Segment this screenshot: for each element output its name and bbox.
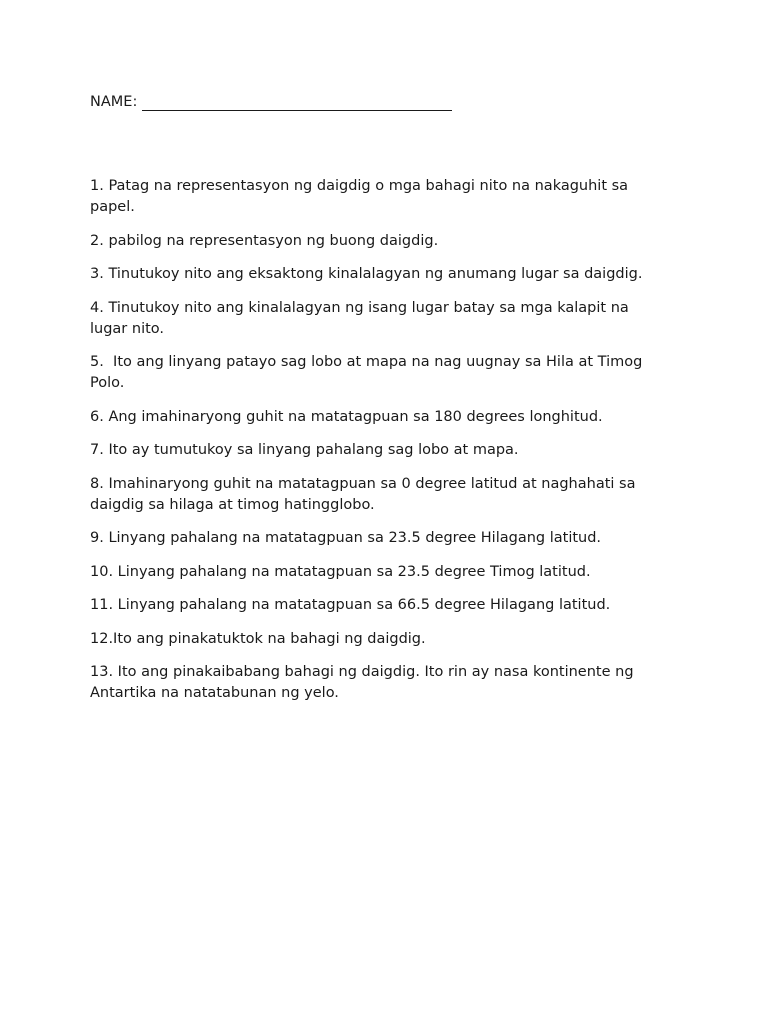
question-11: 11. Linyang pahalang na matatagpuan sa 66.5 degree Hilagang latitud. — [90, 597, 611, 613]
question-13: 13. Ito ang pinakaibabang bahagi ng daigdig. Ito rin ay nasa kontinente ng Antartika na natatabunan ng yelo. — [90, 664, 639, 701]
question-8: 8. Imahinaryong guhit na matatagpuan sa 0 degree latitud at naghahati sa daigdig sa hilaga at timog hatingglobo. — [90, 475, 641, 513]
question-9: 9. Linyang pahalang na matatagpuan sa 23.5 degree Hilagang latitud. — [90, 530, 602, 546]
question-2: 2. pabilog na representasyon ng buong daigdig. — [90, 232, 439, 249]
question-3: 3. Tinutukoy nito ang eksaktong kinalalagyan ng anumang lugar sa daigdig. — [90, 266, 643, 282]
name-label: NAME: — [90, 94, 138, 110]
name-field-row — [90, 93, 452, 111]
question-1: 1. Patag na representasyon ng daigdig o mga bahagi nito na nakaguhit sa papel. — [90, 178, 633, 215]
question-5: 5. Ito ang linyang patayo sag lobo at mapa na nag uugnay sa Hila at Timog Polo. — [90, 354, 647, 391]
question-6: 6. Ang imahinaryong guhit na matatagpuan sa 180 degrees longhitud. — [90, 408, 603, 425]
question-10: 10. Linyang pahalang na matatagpuan sa 23.5 degree Timog latitud. — [90, 563, 591, 580]
question-list — [90, 176, 670, 717]
question-4: 4. Tinutukoy nito ang kinalalagyan ng isang lugar batay sa mga kalapit na lugar nito. — [90, 299, 634, 337]
name-blank-line — [142, 94, 452, 111]
question-7: 7. Ito ay tumutukoy sa linyang pahalang sag lobo at mapa. — [90, 442, 519, 458]
question-12: 12.Ito ang pinakatuktok na bahagi ng daigdig. — [90, 630, 426, 647]
